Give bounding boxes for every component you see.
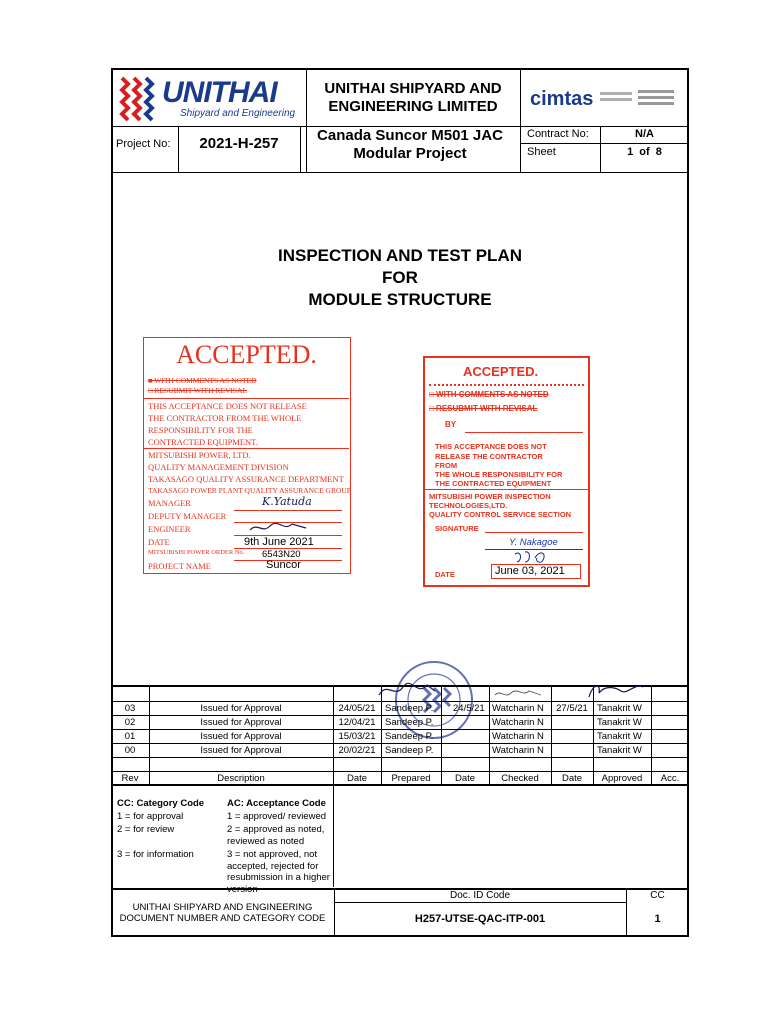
codes-section [111,786,689,895]
date-cell: 24/05/21 [338,703,376,714]
stamp-right-option2: □ RESUBMIT WITH REVISAL [429,404,538,413]
stamp-right-note2: RELEASE THE CONTRACTOR [435,452,543,461]
project-name-line1: Canada Suncor M501 JAC [317,127,503,144]
approved-cell: Tanakrit W [597,731,642,742]
acceptance-stamp-mitsubishi [143,337,351,574]
prepared-cell: Sandeep P. [385,717,434,728]
prepared-cell: Sandeep P. [385,731,434,742]
stamp-left-org2: QUALITY MANAGEMENT DIVISION [148,462,289,472]
prepared-signature-icon [377,679,437,701]
stamp-left-order-value: 6543N20 [262,549,301,560]
rev-cell: 02 [124,717,136,728]
unithai-emblem-icon [118,74,158,124]
acc-header: Acc. [660,773,680,784]
rev-header: Rev [121,773,139,784]
unithai-logo [118,72,303,124]
stamp-right-option1: □ WITH COMMENTS AS NOTED [429,390,549,399]
approved-cell: Tanakrit W [597,717,642,728]
stamp-right-note4: THE WHOLE RESPONSIBILITY FOR [435,470,563,479]
checked-cell: Watcharin N [492,703,544,714]
stamp-right-date-value: June 03, 2021 [495,565,565,577]
rev-cell: 00 [124,745,136,756]
approved-cell: Tanakrit W [597,703,642,714]
engineer-signature-icon [248,520,308,536]
manager-signature: K.Yatuda [262,495,312,508]
stamp-right-org3: QUALITY CONTROL SERVICE SECTION [429,510,572,519]
stamp-right-note5: THE CONTRACTED EQUIPMENT [435,479,552,488]
project-name-line2: Modular Project [353,145,467,162]
document-title-line1: INSPECTION AND TEST PLAN [278,246,522,265]
stamp-left-note1: THIS ACCEPTANCE DOES NOT RELEASE [148,401,307,411]
logo-text: UNITHAI [162,76,277,109]
document-title-line3: MODULE STRUCTURE [308,290,492,309]
document-title-line2: FOR [382,268,418,287]
stamp-left-option2: □ RESUBMIT WITH REVISAL [148,386,248,395]
stamp-left-manager-label: MANAGER [148,498,191,508]
acceptance-code-item: 2 = approved as noted, reviewed as noted [227,824,325,847]
footer-doc-label-line1: UNITHAI SHIPYARD AND ENGINEERING [132,902,313,913]
stamp-right-signature-value: Y. Nakagoe [509,537,558,548]
stamp-left-heading: ACCEPTED. [176,340,317,369]
category-code-item: 2 = for review [117,824,175,835]
contract-no-label: Contract No: [527,128,589,140]
cc-label: CC [650,890,665,901]
date-cell: 12/04/21 [338,717,376,728]
stamp-left-note2: THE CONTRACTOR FROM THE WHOLE [148,413,302,423]
category-code-title: CC: Category Code [117,798,205,809]
stamp-left-org3: TAKASAGO QUALITY ASSURANCE DEPARTMENT [148,474,344,484]
stamp-left-deputy-label: DEPUTY MANAGER [148,511,227,521]
company-name-line1: UNITHAI SHIPYARD AND [324,80,502,97]
doc-id-label: Doc. ID Code [449,890,511,901]
checked-signature-icon [493,687,543,701]
checked-cell: Watcharin N [492,745,544,756]
project-no-label: Project No: [116,138,171,150]
stamp-left-org4: TAKASAGO POWER PLANT QUALITY ASSURANCE GROUP [148,486,351,495]
stamp-left-note4: CONTRACTED EQUIPMENT. [148,437,258,447]
approved-signature-icon [585,679,645,701]
rev-cell: 01 [124,731,136,742]
stamp-right-signature-label: SIGNATURE [435,524,479,533]
category-code-item: 1 = for approval [117,811,184,822]
project-no-value: 2021-H-257 [199,135,279,152]
date-cell: 15/03/21 [338,731,376,742]
stamp-right-note1: THIS ACCEPTANCE DOES NOT [435,442,547,451]
stamp-left-date-label: DATE [148,537,170,547]
prepared-header: Prepared [391,773,431,784]
date-header: Date [561,773,583,784]
description-cell: Issued for Approval [200,703,282,714]
acceptance-code-title: AC: Acceptance Code [227,798,326,809]
checked-cell: Watcharin N [492,717,544,728]
stamp-left-date-value: 9th June 2021 [244,536,314,548]
stamp-right-by-label: BY [445,420,457,429]
acceptance-stamp-mpit [423,356,590,587]
description-cell: Issued for Approval [200,731,282,742]
date-header: Date [454,773,476,784]
stamp-left-order-label: MITSUBISHI POWER ORDER No. [148,549,245,556]
rev-cell: 03 [124,703,136,714]
date-cell: 24/5/21 [453,703,485,714]
contract-no-value: N/A [635,128,654,140]
stamp-right-org2: TECHNOLOGIES,LTD. [429,501,508,510]
sheet-label: Sheet [527,146,556,158]
footer-doc-label-line2: DOCUMENT NUMBER AND CATEGORY CODE [119,913,326,924]
date-cell: 20/02/21 [338,745,376,756]
cc-value: 1 [654,913,661,925]
stamp-left-org1: MITSUBISHI POWER, LTD. [148,450,251,460]
description-header: Description [217,773,265,784]
prepared-cell: Sandeep P. [385,745,434,756]
stamp-left-project-value: Suncor [266,559,301,571]
doc-id-value: H257-UTSE-QAC-ITP-001 [414,913,546,925]
approved-header: Approved [601,773,643,784]
stamp-right-note3: FROM [435,461,458,470]
checked-header: Checked [501,773,539,784]
cimtas-logo-text: cimtas [530,88,594,110]
stamp-right-org1: MITSUBISHI POWER INSPECTION [429,492,551,501]
date-cell: 27/5/21 [556,703,588,714]
category-code-item: 3 = for information [117,849,194,860]
logo-subtext: Shipyard and Engineering [180,108,296,119]
stamp-right-date-label: DATE [435,570,455,579]
stamp-right-heading: ACCEPTED. [463,364,539,379]
description-cell: Issued for Approval [200,717,282,728]
revision-table [111,685,689,785]
stamp-left-option1: ■ WITH COMMENTS AS NOTED [148,376,257,385]
stamp-left-engineer-label: ENGINEER [148,524,191,534]
prepared-cell: Sandeep P. [385,703,434,714]
company-name-line2: ENGINEERING LIMITED [328,98,498,115]
checked-cell: Watcharin N [492,731,544,742]
sheet-value: 1 of 8 [627,146,662,158]
stamp-left-project-label: PROJECT NAME [148,561,211,571]
cimtas-logo [528,84,686,118]
date-header: Date [346,773,368,784]
acceptance-code-item: 1 = approved/ reviewed [227,811,327,822]
stamp-left-note3: RESPONSIBILITY FOR THE [148,425,253,435]
acceptance-code-item: 3 = not approved, not accepted, rejected for resubmission in a higher version [227,849,330,895]
approved-cell: Tanakrit W [597,745,642,756]
description-cell: Issued for Approval [200,745,282,756]
